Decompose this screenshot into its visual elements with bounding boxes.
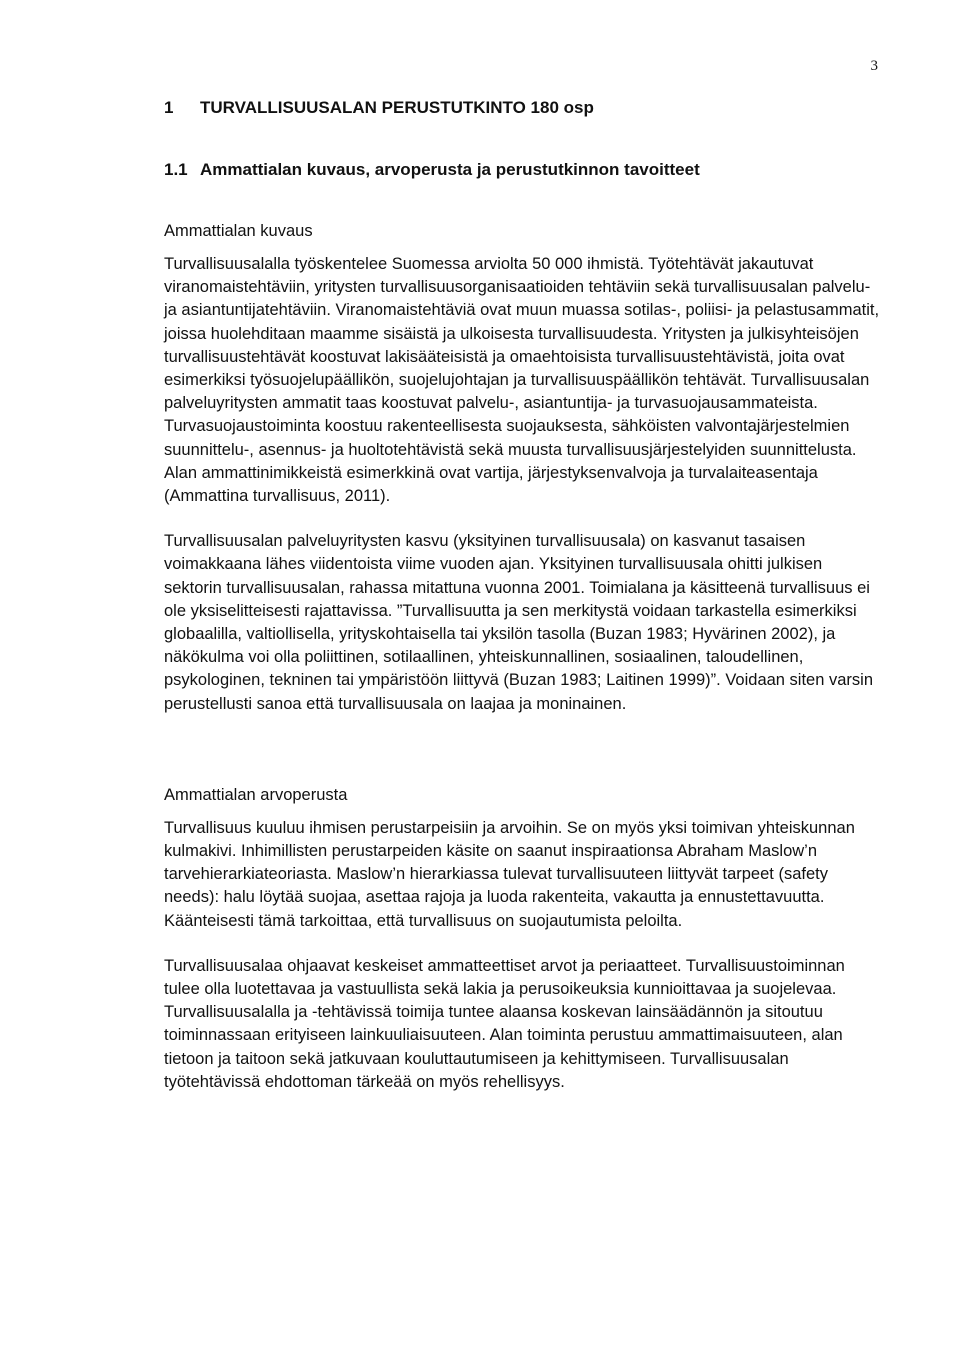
paragraph: Turvallisuusalalla työskentelee Suomessa arviolta 50 000 ihmistä. Työtehtävät jakautuvat viranomaistehtäviin, yritysten turvallisuusorganisaatioiden tehtäviin sekä turvallisuusalan palvelu- ja asiantuntijatehtäviin. Viranomaistehtäviä ovat muun muassa sotilas-, poliisi- ja pelastusammatit, joissa huolehditaan maamme sisäistä ja ulkoisesta turvallisuudesta. Yritysten ja julkisyhteisöjen turvallisuustehtävät koostuvat lakisääteisistä ja omaehtoisista turvallisuustehtävistä, joita ovat esimerkiksi työsuojelupäällikön, suojelujohtajan ja turvallisuuspäällikön tehtävät. Turvallisuusalan palveluyritysten ammatit taas koostuvat palvelu-, asiantuntija- ja turvasuojausammateista. Turvasuojaustoiminta koostuu rakenteellisesta suojauksesta, sähköisten valvontajärjestelmien suunnittelu-, asennus- ja huoltotehtävistä sekä muusta turvallisuusjärjestelyiden suunnittelusta. Alan ammattinimikkeistä esimerkkinä ovat vartija, järjestyksenvalvoja ja turvalaiteasentaja (Ammattina turvallisuus, 2011). <box>164 255 880 506</box>
paragraph: Turvallisuus kuuluu ihmisen perustarpeisiin ja arvoihin. Se on myös yksi toimivan yhteiskunnan kulmakivi. Inhimillisten perustarpeiden käsite on saanut inspiraationsa Abraham Maslow’n tarvehierarkiateoriasta. Maslow’n hierarkiassa tulevat turvallisuuteen liittyvät tarpeet (safety needs): halu löytää suojaa, asettaa rajoja ja luoda rakenteita, vakautta ja ennustettavuutta. Käänteisesti tämä tarkoittaa, että turvallisuus on suojautumista peloilta. <box>164 818 855 930</box>
subsection-title-arvoperusta: Ammattialan arvoperusta <box>164 785 348 804</box>
spacer <box>164 738 884 784</box>
page-number: 3 <box>870 58 878 74</box>
section-title: Ammattialan kuvaus, arvoperusta ja perustutkinnon tavoitteet <box>200 160 700 179</box>
chapter-title: TURVALLISUUSALAN PERUSTUTKINTO 180 osp <box>200 98 594 117</box>
paragraph: Turvallisuusalaa ohjaavat keskeiset ammatteettiset arvot ja periaatteet. Turvallisuustoiminnan tulee olla luotettavaa ja vastuullista sekä lakia ja perusoikeuksia kunnioittavaa ja suojelevaa. Turvallisuusalalla ja -tehtävissä toimija tuntee alaansa koskevan lainsäädännön ja sitoutuu toiminnassaan erityiseen lainkuuliaisuuteen. Alan toiminta perustuu ammattimaisuuteen, alan tietoon ja taitoon sekä jatkuvaan kouluttautumiseen ja kehittymiseen. Turvallisuusalan työtehtävissä ehdottoman tärkeää on myös rehellisyys. <box>164 956 845 1091</box>
document-body <box>164 96 884 1116</box>
chapter-number: 1 <box>164 98 174 117</box>
chapter-heading <box>164 96 884 120</box>
paragraph: Turvallisuusalan palveluyritysten kasvu (yksityinen turvallisuusala) on kasvanut tasaisen voimakkaana lähes viidentoista viime vuoden ajan. Yksityinen turvallisuusala ohitti julkisen sektorin turvallisuusalan, rahassa mitattuna vuonna 2001. Toimialana ja käsitteenä turvallisuus ei ole yksiselitteisesti rajattavissa. ”Turvallisuutta ja sen merkitystä voidaan tarkastella esimerkiksi globaalilla, valtiollisella, yrityskohtaisella tai yksilön tasolla (Buzan 1983; Hyvärinen 2002), ja näkökulma voi olla poliittinen, sotilaallinen, yhteiskunnallinen, sosiaalinen, taloudellinen, psykologinen, tekninen tai ympäristöön liittyvä (Buzan 1983; Laitinen 1999)”. Voidaan siten varsin perustellusti sanoa että turvallisuusala on laajaa ja moninainen. <box>164 532 874 713</box>
section-number: 1.1 <box>164 160 188 179</box>
subsection-title-kuvaus: Ammattialan kuvaus <box>164 222 313 240</box>
section-heading <box>164 158 884 182</box>
